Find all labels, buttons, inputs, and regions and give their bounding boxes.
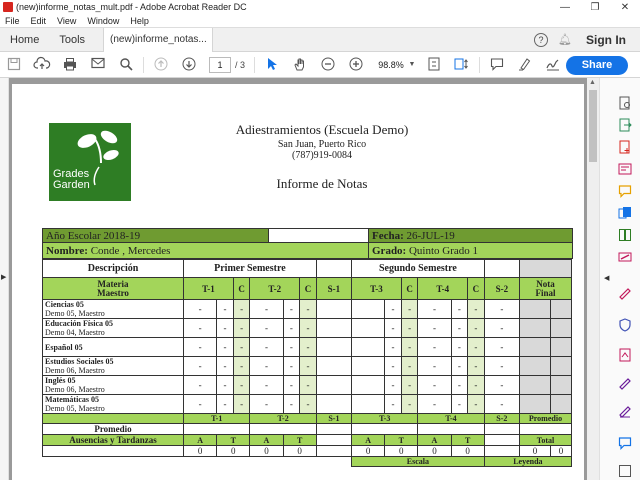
sum-t4: T-4 xyxy=(418,414,484,424)
report-title: Informe de Notas xyxy=(276,176,368,191)
expand-left-panel-icon[interactable]: ▶ xyxy=(1,274,7,281)
zoom-level-select[interactable]: 98.8% xyxy=(378,59,404,70)
grade-label: Grado: xyxy=(372,244,407,257)
help-icon[interactable]: ? xyxy=(534,33,548,47)
next-page-icon[interactable] xyxy=(181,57,197,73)
abs-val: 0 xyxy=(250,446,283,457)
report-card xyxy=(42,228,572,467)
sign-icon[interactable] xyxy=(545,57,561,73)
grade-cell: - xyxy=(468,395,485,414)
grade-cell xyxy=(519,357,550,376)
grade-cell xyxy=(316,338,351,357)
pdf-page xyxy=(12,84,584,484)
grade-cell: - xyxy=(401,376,418,395)
col-t1: T-1 xyxy=(184,278,234,300)
col-t2: T-2 xyxy=(250,278,300,300)
col-second-semester: Segundo Semestre xyxy=(352,260,485,278)
grade-cell: - xyxy=(283,338,300,357)
document-viewer[interactable] xyxy=(9,78,587,480)
abs-a-1: A xyxy=(184,435,217,446)
student-grade xyxy=(369,243,573,259)
menu-file[interactable]: File xyxy=(5,15,20,26)
abs-val: 0 xyxy=(519,446,550,457)
window-title: (new)informe_notas_mult.pdf - Adobe Acrobat Reader DC xyxy=(16,2,247,12)
grade-cell: - xyxy=(250,357,283,376)
tab-document-label: (new)informe_notas... xyxy=(110,33,207,45)
edit-pdf-icon[interactable] xyxy=(618,162,632,176)
grade-cell: - xyxy=(451,319,468,338)
previous-page-icon[interactable] xyxy=(153,57,169,73)
subject-name: Inglés 05 xyxy=(45,376,76,385)
table-row xyxy=(43,395,572,414)
right-tools-rail xyxy=(599,78,640,480)
teacher-name: Demo 04, Maestro xyxy=(45,328,105,337)
grade-cell: - xyxy=(283,395,300,414)
grade-cell: - xyxy=(283,300,300,319)
grade-cell: - xyxy=(217,300,234,319)
zoom-out-icon[interactable] xyxy=(320,57,336,73)
extra-tool-icon[interactable] xyxy=(618,464,632,478)
grade-cell: - xyxy=(300,357,317,376)
subject-name: Español 05 xyxy=(45,342,83,352)
grade-cell xyxy=(352,357,385,376)
more-tools-icon[interactable] xyxy=(618,404,632,418)
grade-cell xyxy=(316,357,351,376)
grade-cell: - xyxy=(217,376,234,395)
abs-val: 0 xyxy=(217,446,250,457)
table-row xyxy=(43,357,572,376)
grade-cell: - xyxy=(484,338,519,357)
grade-cell: - xyxy=(451,300,468,319)
abs-t-4: T xyxy=(451,435,484,446)
grade-cell: - xyxy=(385,300,402,319)
abs-total: Total xyxy=(519,435,571,446)
grade-cell xyxy=(352,300,385,319)
select-cursor-icon[interactable] xyxy=(264,57,280,73)
grade-cell: - xyxy=(300,300,317,319)
subject-header: Materia xyxy=(97,278,129,289)
teacher-name: Demo 06, Maestro xyxy=(45,385,105,394)
school-name: Adiestramientos (Escuela Demo) xyxy=(235,122,409,137)
grade-cell: - xyxy=(484,300,519,319)
col-subject-teacher xyxy=(43,278,184,300)
export-pdf-icon[interactable] xyxy=(618,118,632,132)
email-icon[interactable] xyxy=(90,57,106,73)
grade-cell: - xyxy=(184,376,217,395)
grade-cell xyxy=(519,319,550,338)
protect-icon[interactable] xyxy=(618,318,632,332)
menu-edit[interactable]: Edit xyxy=(30,15,47,26)
sum-t3: T-3 xyxy=(352,414,418,424)
grade-cell: - xyxy=(484,319,519,338)
name-value: Conde , Mercedes xyxy=(90,244,171,257)
page-total: / 3 xyxy=(235,59,246,70)
grade-cell: - xyxy=(401,338,418,357)
collapse-right-panel-icon[interactable]: ◀ xyxy=(604,275,610,282)
subject-name: Matemáticas 05 xyxy=(45,395,99,404)
send-for-signature-icon[interactable] xyxy=(618,376,632,390)
sum-s1: S-1 xyxy=(316,414,351,424)
report-date xyxy=(369,229,573,243)
share-button[interactable] xyxy=(566,56,628,75)
grade-cell: - xyxy=(233,376,250,395)
school-address: San Juan, Puerto Rico xyxy=(277,139,367,150)
grade-cell: - xyxy=(283,319,300,338)
optimize-icon[interactable] xyxy=(618,348,632,362)
comment-tool-icon[interactable] xyxy=(618,184,632,198)
scroll-up-icon[interactable]: ▲ xyxy=(589,79,596,86)
abs-val: 0 xyxy=(385,446,418,457)
grade-cell xyxy=(519,338,550,357)
date-value: 26-JUL-19 xyxy=(406,229,455,242)
grade-cell xyxy=(551,300,572,319)
search-pdf-icon[interactable] xyxy=(618,96,632,110)
maximize-button[interactable]: ❐ xyxy=(590,1,600,13)
subject-cell xyxy=(43,395,184,414)
grade-cell: - xyxy=(468,376,485,395)
grade-cell: - xyxy=(401,319,418,338)
subject-cell xyxy=(43,376,184,395)
grade-cell: - xyxy=(300,395,317,414)
subject-cell xyxy=(43,319,184,338)
table-row xyxy=(43,319,572,338)
grade-cell: - xyxy=(468,319,485,338)
grade-cell: - xyxy=(300,376,317,395)
abs-a-2: A xyxy=(250,435,283,446)
sum-t1: T-1 xyxy=(184,414,250,424)
share-tool-icon[interactable] xyxy=(618,436,632,450)
sum-s2: S-2 xyxy=(484,414,519,424)
grade-cell xyxy=(551,357,572,376)
grade-cell: - xyxy=(300,319,317,338)
report-card-info xyxy=(42,228,573,259)
grade-cell: - xyxy=(385,357,402,376)
grade-cell: - xyxy=(451,395,468,414)
zoom-in-icon[interactable] xyxy=(348,57,364,73)
subject-cell xyxy=(43,338,184,357)
teacher-name: Demo 06, Maestro xyxy=(45,366,105,375)
grade-cell: - xyxy=(250,319,283,338)
scrollbar-thumb[interactable] xyxy=(589,90,597,162)
grade-cell: - xyxy=(468,357,485,376)
grade-cell xyxy=(316,319,351,338)
create-pdf-icon[interactable] xyxy=(618,140,632,154)
grade-cell xyxy=(316,376,351,395)
abs-val: 0 xyxy=(352,446,385,457)
grade-cell: - xyxy=(468,300,485,319)
vertical-scrollbar[interactable] xyxy=(587,78,599,480)
school-year: Año Escolar 2018-19 xyxy=(43,229,269,243)
tab-bar xyxy=(0,28,640,52)
title-bar xyxy=(0,0,640,14)
grade-cell xyxy=(551,338,572,357)
grade-cell: - xyxy=(418,300,451,319)
grade-cell: - xyxy=(418,319,451,338)
combine-files-icon[interactable] xyxy=(618,206,632,220)
redact-icon[interactable] xyxy=(618,250,632,264)
print-icon[interactable] xyxy=(62,57,78,73)
share-label: Share xyxy=(581,59,613,71)
grade-cell xyxy=(551,395,572,414)
close-button[interactable]: ✕ xyxy=(620,1,630,13)
grades-table xyxy=(42,259,572,467)
search-icon[interactable] xyxy=(118,57,134,73)
acrobat-icon xyxy=(3,2,13,12)
abs-t-1: T xyxy=(217,435,250,446)
student-name xyxy=(43,243,369,259)
col-final-grade xyxy=(519,278,571,300)
absences-label: Ausencias y Tardanzas xyxy=(43,435,184,446)
grade-cell: - xyxy=(401,300,418,319)
grade-cell: - xyxy=(418,338,451,357)
col-c2: C xyxy=(300,278,317,300)
tab-home[interactable]: Home xyxy=(10,33,40,46)
menu-help[interactable]: Help xyxy=(130,15,149,26)
grade-cell: - xyxy=(401,357,418,376)
teacher-header: Maestro xyxy=(97,287,129,298)
subject-name: Educación Física 05 xyxy=(45,319,114,328)
grade-cell xyxy=(519,300,550,319)
legend-label: Leyenda xyxy=(484,457,571,467)
grade-cell: - xyxy=(233,300,250,319)
grade-cell: - xyxy=(184,319,217,338)
menu-view[interactable]: View xyxy=(57,15,77,26)
grade-cell: - xyxy=(484,376,519,395)
grade-cell: - xyxy=(451,357,468,376)
col-t3: T-3 xyxy=(352,278,402,300)
left-panel-rail xyxy=(0,78,9,480)
grade-cell xyxy=(551,376,572,395)
grade-cell: - xyxy=(385,338,402,357)
save-icon[interactable] xyxy=(6,57,22,73)
grade-cell xyxy=(316,395,351,414)
school-logo xyxy=(49,123,131,201)
fill-sign-icon[interactable] xyxy=(618,286,632,300)
teacher-name: Demo 05, Maestro xyxy=(45,404,105,413)
grade-cell: - xyxy=(233,338,250,357)
abs-val: 0 xyxy=(184,446,217,457)
grade-cell: - xyxy=(300,338,317,357)
scale-label: Escala xyxy=(352,457,485,467)
logo-text-1: Grades xyxy=(53,168,90,180)
grade-cell: - xyxy=(250,300,283,319)
grade-cell xyxy=(519,376,550,395)
grade-cell: - xyxy=(250,395,283,414)
table-row xyxy=(43,376,572,395)
abs-t-2: T xyxy=(283,435,316,446)
col-t4: T-4 xyxy=(418,278,468,300)
grade-cell: - xyxy=(233,395,250,414)
tab-document[interactable] xyxy=(103,28,213,52)
grade-cell xyxy=(352,395,385,414)
name-label: Nombre: xyxy=(46,244,88,257)
grade-cell: - xyxy=(418,395,451,414)
grade-cell: - xyxy=(233,319,250,338)
grade-cell: - xyxy=(484,395,519,414)
col-c1: C xyxy=(233,278,250,300)
sum-promedio-header: Promedio xyxy=(519,414,571,424)
table-row xyxy=(43,300,572,319)
date-label: Fecha: xyxy=(372,229,404,242)
grade-cell: - xyxy=(283,357,300,376)
abs-a-3: A xyxy=(352,435,385,446)
grade-cell: - xyxy=(385,319,402,338)
abs-val: 0 xyxy=(551,446,572,457)
tab-tools[interactable]: Tools xyxy=(59,33,86,46)
grade-cell: - xyxy=(217,319,234,338)
col-c4: C xyxy=(468,278,485,300)
col-s1: S-1 xyxy=(316,278,351,300)
grade-cell: - xyxy=(184,395,217,414)
grade-cell xyxy=(352,319,385,338)
logo-text-2: Garden xyxy=(53,179,90,191)
grade-cell: - xyxy=(217,395,234,414)
notification-bell-icon[interactable]: 🔔︎ xyxy=(558,34,572,46)
abs-a-4: A xyxy=(418,435,451,446)
grade-cell xyxy=(519,395,550,414)
col-s2: S-2 xyxy=(484,278,519,300)
subject-cell xyxy=(43,300,184,319)
grade-cell: - xyxy=(233,357,250,376)
col-c3: C xyxy=(401,278,418,300)
grade-cell: - xyxy=(385,376,402,395)
grade-cell: - xyxy=(451,338,468,357)
col-first-semester: Primer Semestre xyxy=(184,260,317,278)
grade-cell: - xyxy=(217,338,234,357)
grade-cell: - xyxy=(184,357,217,376)
menu-bar xyxy=(0,14,640,28)
grade-value: Quinto Grado 1 xyxy=(408,244,479,257)
col-description: Descripción xyxy=(43,260,184,278)
hand-tool-icon[interactable] xyxy=(292,57,308,73)
abs-val: 0 xyxy=(283,446,316,457)
grade-cell xyxy=(551,319,572,338)
sum-t2: T-2 xyxy=(250,414,316,424)
page-number-input[interactable]: 1 xyxy=(209,57,231,73)
grade-cell: - xyxy=(418,357,451,376)
abs-val: 0 xyxy=(418,446,451,457)
grade-cell: - xyxy=(184,338,217,357)
subject-cell xyxy=(43,357,184,376)
menu-window[interactable]: Window xyxy=(87,15,120,26)
sign-in-button[interactable]: Sign In xyxy=(586,32,626,47)
average-label: Promedio xyxy=(43,424,184,435)
grade-cell: - xyxy=(484,357,519,376)
grade-cell xyxy=(316,300,351,319)
grade-cell: - xyxy=(184,300,217,319)
grade-cell: - xyxy=(283,376,300,395)
final-header-1: Nota xyxy=(536,278,555,289)
scroll-mode-icon[interactable] xyxy=(454,57,470,73)
minimize-button[interactable]: — xyxy=(560,1,570,13)
chevron-down-icon[interactable]: ▼ xyxy=(408,60,416,68)
subject-name: Ciencias 05 xyxy=(45,300,84,309)
comment-icon[interactable] xyxy=(489,57,505,73)
toolbar xyxy=(0,52,640,78)
grade-cell: - xyxy=(217,357,234,376)
school-phone: (787)919-0084 xyxy=(292,150,352,161)
subject-name: Estudios Sociales 05 xyxy=(45,357,114,366)
highlight-pen-icon[interactable] xyxy=(517,57,533,73)
grade-cell: - xyxy=(250,376,283,395)
grade-cell: - xyxy=(468,338,485,357)
table-row xyxy=(43,338,572,357)
grade-cell: - xyxy=(385,395,402,414)
report-header xyxy=(172,122,472,192)
grade-cell: - xyxy=(418,376,451,395)
grade-cell xyxy=(352,376,385,395)
grade-cell: - xyxy=(250,338,283,357)
organize-pages-icon[interactable] xyxy=(618,228,632,242)
abs-val: 0 xyxy=(451,446,484,457)
upload-cloud-icon[interactable] xyxy=(34,57,50,73)
grade-cell: - xyxy=(451,376,468,395)
teacher-name: Demo 05, Maestro xyxy=(45,309,105,318)
fit-page-icon[interactable] xyxy=(426,57,442,73)
grade-cell xyxy=(352,338,385,357)
final-header-2: Final xyxy=(535,287,556,298)
abs-t-3: T xyxy=(385,435,418,446)
grade-cell: - xyxy=(401,395,418,414)
